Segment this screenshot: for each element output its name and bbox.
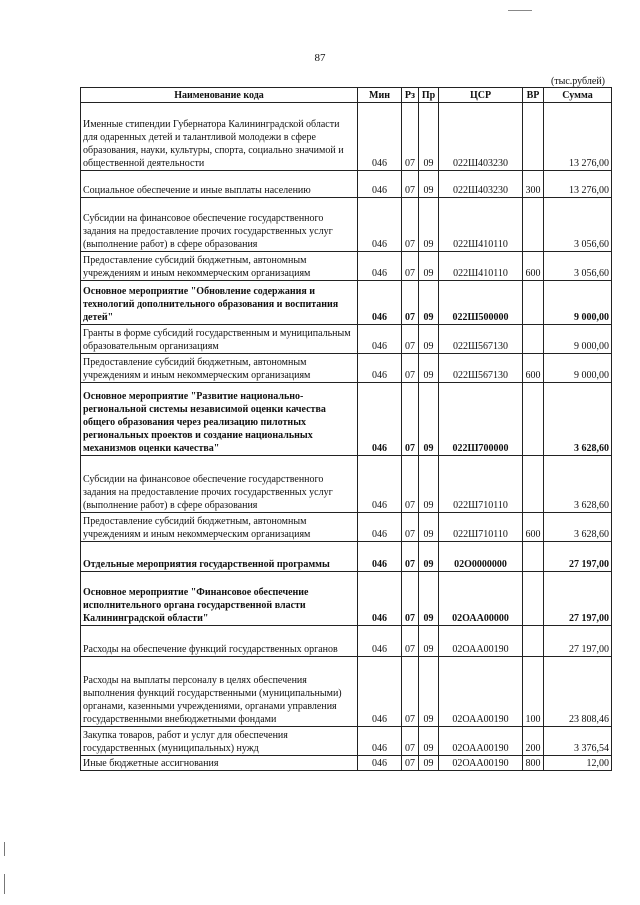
cell-rz: 07 [402, 252, 419, 281]
cell-min: 046 [358, 198, 402, 252]
cell-min: 046 [358, 354, 402, 383]
cell-name: Расходы на выплаты персоналу в целях обеспечения выполнения функций государственными (муниципальными) органами, казенными учреждениями, органами управления государственными внебюджетными фондами [81, 657, 358, 727]
cell-min: 046 [358, 252, 402, 281]
cell-min: 046 [358, 542, 402, 572]
cell-sum: 9 000,00 [544, 354, 612, 383]
cell-rz: 07 [402, 456, 419, 513]
cell-min: 046 [358, 727, 402, 756]
cell-sum: 9 000,00 [544, 281, 612, 325]
budget-table [80, 87, 612, 771]
units-label: (тыс.рублей) [550, 76, 605, 87]
header-row [81, 88, 612, 103]
cell-csr: 02ОАА00000 [439, 572, 523, 626]
cell-name: Предоставление субсидий бюджетным, автономным учреждениям и иным некоммерческим организациям [81, 252, 358, 281]
cell-pr: 09 [419, 727, 439, 756]
cell-min: 046 [358, 325, 402, 354]
cell-min: 046 [358, 103, 402, 171]
table-row [81, 325, 612, 354]
table-body [81, 103, 612, 771]
cell-vr [523, 572, 544, 626]
cell-vr [523, 383, 544, 456]
cell-csr: 022Ш700000 [439, 383, 523, 456]
cell-pr: 09 [419, 325, 439, 354]
cell-pr: 09 [419, 354, 439, 383]
cell-name: Именные стипендии Губернатора Калининградской области для одаренных детей и талантливой молодежи в сфере образования, науки, культуры, спорта, социально значимой и общественной деятельности [81, 103, 358, 171]
cell-vr: 200 [523, 727, 544, 756]
header-csr: ЦСР [439, 88, 523, 103]
cell-name: Закупка товаров, работ и услуг для обеспечения государственных (муниципальных) нужд [81, 727, 358, 756]
cell-vr: 800 [523, 756, 544, 771]
header-vr: ВР [523, 88, 544, 103]
cell-min: 046 [358, 513, 402, 542]
table-row [81, 626, 612, 657]
header-name: Наименование кода [81, 88, 358, 103]
cell-sum: 13 276,00 [544, 171, 612, 198]
table-row [81, 456, 612, 513]
cell-pr: 09 [419, 252, 439, 281]
cell-rz: 07 [402, 325, 419, 354]
cell-sum: 3 628,60 [544, 513, 612, 542]
cell-pr: 09 [419, 456, 439, 513]
cell-vr: 600 [523, 252, 544, 281]
cell-min: 046 [358, 572, 402, 626]
cell-rz: 07 [402, 383, 419, 456]
cell-name: Субсидии на финансовое обеспечение государственного задания на предоставление прочих государственных услуг (выполнение работ) в сфере образования [81, 456, 358, 513]
cell-csr: 022Ш710110 [439, 513, 523, 542]
cell-sum: 27 197,00 [544, 572, 612, 626]
table-row [81, 198, 612, 252]
cell-sum: 13 276,00 [544, 103, 612, 171]
table-row [81, 727, 612, 756]
cell-pr: 09 [419, 657, 439, 727]
cell-sum: 23 808,46 [544, 657, 612, 727]
cell-csr: 02О0000000 [439, 542, 523, 572]
cell-rz: 07 [402, 171, 419, 198]
header-sum: Сумма [544, 88, 612, 103]
cell-rz: 07 [402, 756, 419, 771]
cell-vr [523, 281, 544, 325]
cell-rz: 07 [402, 542, 419, 572]
cell-min: 046 [358, 456, 402, 513]
cell-csr: 022Ш500000 [439, 281, 523, 325]
table-row [81, 171, 612, 198]
cell-csr: 02ОАА00190 [439, 626, 523, 657]
cell-sum: 3 056,60 [544, 252, 612, 281]
cell-min: 046 [358, 657, 402, 727]
table-row [81, 572, 612, 626]
cell-vr [523, 198, 544, 252]
cell-min: 046 [358, 626, 402, 657]
cell-name: Основное мероприятие "Обновление содержания и технологий дополнительного образования и воспитания детей" [81, 281, 358, 325]
cell-csr: 022Ш403230 [439, 171, 523, 198]
cell-rz: 07 [402, 103, 419, 171]
table-row [81, 756, 612, 771]
cell-sum: 27 197,00 [544, 542, 612, 572]
cell-rz: 07 [402, 727, 419, 756]
cell-sum: 3 628,60 [544, 383, 612, 456]
cell-csr: 022Ш410110 [439, 252, 523, 281]
cell-vr: 100 [523, 657, 544, 727]
table-row [81, 657, 612, 727]
cell-pr: 09 [419, 626, 439, 657]
cell-sum: 12,00 [544, 756, 612, 771]
cell-pr: 09 [419, 103, 439, 171]
cell-min: 046 [358, 383, 402, 456]
cell-vr: 600 [523, 354, 544, 383]
cell-name: Основное мероприятие "Развитие национально-региональной системы независимой оценки качества общего образования через реализацию пилотных региональных проектов и создание национальных механизмов оценки качества" [81, 383, 358, 456]
cell-rz: 07 [402, 513, 419, 542]
table-row [81, 383, 612, 456]
cell-csr: 022Ш403230 [439, 103, 523, 171]
edge-mark [4, 842, 5, 856]
table-row [81, 542, 612, 572]
cell-name: Предоставление субсидий бюджетным, автономным учреждениям и иным некоммерческим организациям [81, 513, 358, 542]
cell-pr: 09 [419, 542, 439, 572]
table-row [81, 354, 612, 383]
cell-vr [523, 542, 544, 572]
cell-sum: 3 628,60 [544, 456, 612, 513]
cell-sum: 27 197,00 [544, 626, 612, 657]
cell-rz: 07 [402, 657, 419, 727]
cell-sum: 3 056,60 [544, 198, 612, 252]
corner-mark [508, 10, 532, 11]
cell-csr: 022Ш710110 [439, 456, 523, 513]
cell-vr [523, 103, 544, 171]
cell-name: Предоставление субсидий бюджетным, автономным учреждениям и иным некоммерческим организациям [81, 354, 358, 383]
cell-name: Социальное обеспечение и иные выплаты населению [81, 171, 358, 198]
table-row [81, 252, 612, 281]
cell-vr [523, 456, 544, 513]
cell-sum: 9 000,00 [544, 325, 612, 354]
cell-min: 046 [358, 281, 402, 325]
page-number: 87 [314, 52, 326, 64]
cell-name: Гранты в форме субсидий государственным и муниципальным образовательным организациям [81, 325, 358, 354]
cell-name: Отдельные мероприятия государственной программы [81, 542, 358, 572]
cell-vr [523, 626, 544, 657]
header-min: Мин [358, 88, 402, 103]
cell-pr: 09 [419, 383, 439, 456]
cell-vr: 600 [523, 513, 544, 542]
cell-vr [523, 325, 544, 354]
cell-name: Субсидии на финансовое обеспечение государственного задания на предоставление прочих государственных услуг (выполнение работ) в сфере образования [81, 198, 358, 252]
cell-min: 046 [358, 756, 402, 771]
cell-pr: 09 [419, 198, 439, 252]
cell-rz: 07 [402, 354, 419, 383]
cell-csr: 022Ш567130 [439, 354, 523, 383]
cell-rz: 07 [402, 572, 419, 626]
cell-csr: 022Ш567130 [439, 325, 523, 354]
cell-name: Иные бюджетные ассигнования [81, 756, 358, 771]
table-row [81, 513, 612, 542]
cell-pr: 09 [419, 756, 439, 771]
cell-pr: 09 [419, 572, 439, 626]
cell-csr: 02ОАА00190 [439, 756, 523, 771]
cell-rz: 07 [402, 281, 419, 325]
cell-pr: 09 [419, 513, 439, 542]
table-row [81, 103, 612, 171]
cell-csr: 02ОАА00190 [439, 727, 523, 756]
cell-min: 046 [358, 171, 402, 198]
cell-csr: 02ОАА00190 [439, 657, 523, 727]
cell-pr: 09 [419, 281, 439, 325]
header-pr: Пр [419, 88, 439, 103]
cell-csr: 022Ш410110 [439, 198, 523, 252]
cell-name: Основное мероприятие "Финансовое обеспечение исполнительного органа государственной власти Калининградской области" [81, 572, 358, 626]
table-row [81, 281, 612, 325]
edge-mark [4, 874, 5, 894]
header-rz: Рз [402, 88, 419, 103]
cell-rz: 07 [402, 626, 419, 657]
cell-rz: 07 [402, 198, 419, 252]
cell-pr: 09 [419, 171, 439, 198]
cell-vr: 300 [523, 171, 544, 198]
cell-name: Расходы на обеспечение функций государственных органов [81, 626, 358, 657]
cell-sum: 3 376,54 [544, 727, 612, 756]
